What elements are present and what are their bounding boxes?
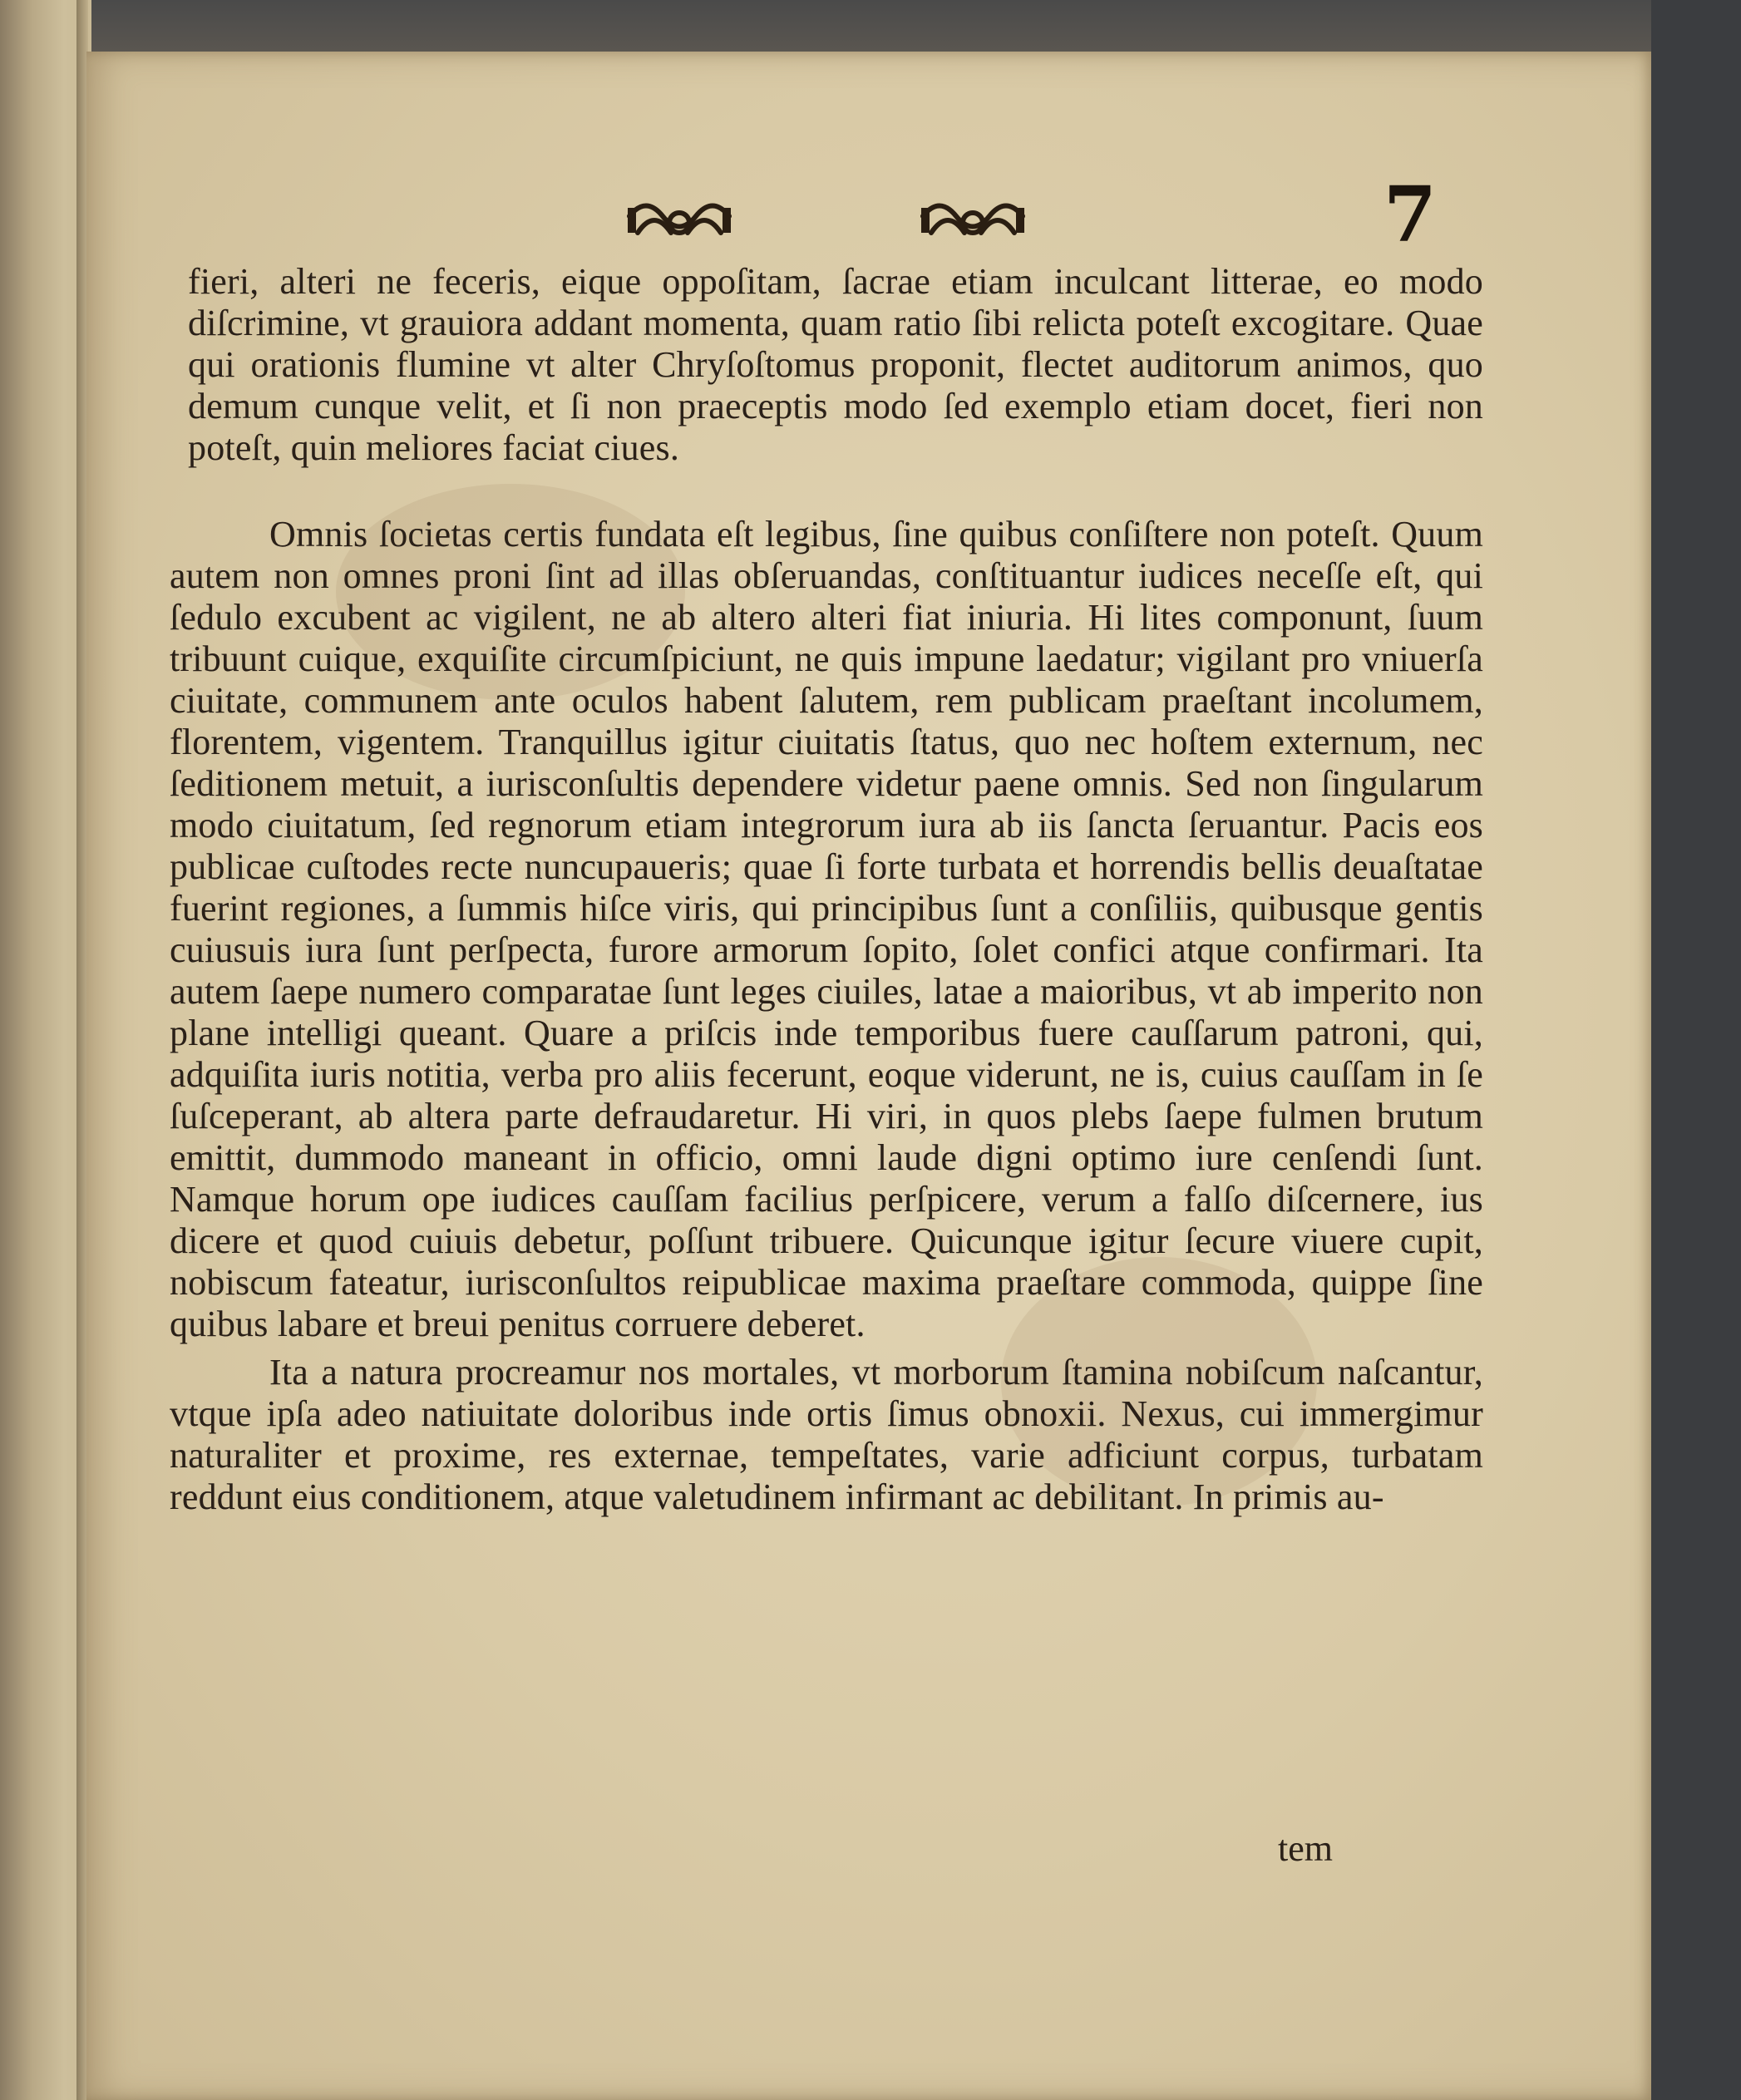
book-page: [86, 52, 1651, 2100]
catchword: tem: [1278, 1828, 1333, 1869]
paragraph: fieri, alteri ne feceris, eique oppoſitam, ſacrae etiam inculcant litterae, eo modo diſcrimine, vt grauiora addant momenta, quam ratio ſibi relicta poteſt excogitare. Quae qui orationis flumine vt alter Chryſoſtomus proponit, flectet auditorum animos, quo demum cunque velit, et ſi non praeceptis modo ſed exemplo etiam docet, fieri non poteſt, quin meliores faciat ciues.: [188, 261, 1483, 468]
paragraph: Omnis ſocietas certis fundata eſt legibus, ſine quibus conſiſtere non poteſt. Quum autem non omnes proni ſint ad illas obſeruandas, conſtituantur iudices neceſſe eſt, qui ſedulo excubent ac vigilent, ne ab altero alteri fiat iniuria. Hi lites componunt, ſuum tribuunt cuique, exquiſite circumſpiciunt, ne quis impune laedatur; vigilant pro vniuerſa ciuitate, communem ante oculos habent ſalutem, rem publicam praeſtant incolumem, florentem, vigentem. Tranquillus igitur ciuitatis ſtatus, quo nec hoſtem externum, nec ſeditionem metuit, a iurisconſultis dependere videtur paene omnis. Sed non ſingularum modo ciuitatum, ſed regnorum etiam integrorum iura ab iis ſancta ſeruantur. Pacis eos publicae cuſtodes recte nuncupaueris; quae ſi forte turbata et horrendis bellis deuaſtatae fuerint regiones, a ſummis hiſce viris, qui principibus ſunt a conſiliis, quibusque gentis cuiusuis iura ſunt perſpecta, furore armorum ſopito, ſolet confici atque confirmari. Ita autem ſaepe numero comparatae ſunt leges ciuiles, latae a maioribus, vt ab imperito non plane intelligi queant. Quare a priſcis inde temporibus fuere cauſſarum patroni, qui, adquiſita iuris notitia, verba pro aliis fecerunt, eoque viderunt, ne is, cuius cauſſam in ſe ſuſceperant, ab altera parte defraudaretur. Hi viri, in quos plebs ſaepe fulmen brutum emittit, dummodo maneant in officio, omni laude digni optimo iure cenſendi ſunt. Namque horum ope iudices cauſſam facilius perſpicere, verum a falſo diſcernere, ius dicere et quod cuiuis debetur, poſſunt tribuere. Quicunque igitur ſecure viuere cupit, nobiscum fateatur, iurisconſultos reipublicae maxima praeſtare commoda, quippe ſine quibus labare et breui penitus corruere deberet.: [170, 514, 1483, 1344]
background-top: [86, 0, 1651, 52]
page-number: 7: [1383, 170, 1438, 259]
ornament-icon: [915, 191, 1031, 249]
paragraph: Ita a natura procreamur nos mortales, vt morborum ſtamina nobiſcum naſcantur, vtque ipſa adeo natiuitate doloribus inde ortis ſimus obnoxii. Nexus, cui immergimur naturaliter et proxime, res externae, tempeſtates, varie adficiunt corpus, turbatam reddunt eius conditionem, atque valetudinem infirmant ac debilitant. In primis au-: [170, 1352, 1483, 1517]
book-cover-board: [1650, 0, 1741, 2100]
body-text: [170, 261, 1483, 1518]
ornament-icon: [621, 191, 737, 249]
